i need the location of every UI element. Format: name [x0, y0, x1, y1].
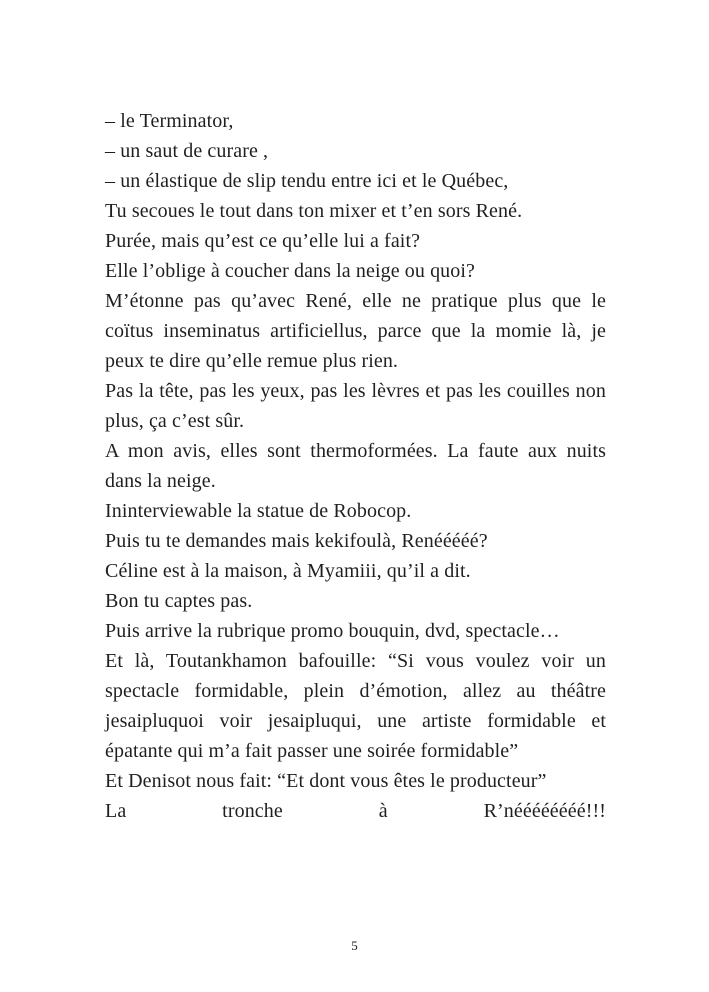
- page-number: 5: [351, 938, 358, 953]
- paragraph: Tu secoues le tout dans ton mixer et t’en sors René.: [105, 200, 523, 222]
- paragraph: M’étonne pas qu’avec René, elle ne pratique plus que le coïtus inseminatus artificiellus, parce que la momie là, je peux te dire qu’elle remue plus rien.: [105, 290, 606, 372]
- paragraph: Ininterviewable la statue de Robocop.: [105, 500, 412, 522]
- paragraph: – un élastique de slip tendu entre ici et le Québec,: [105, 170, 509, 192]
- paragraph: Elle l’oblige à coucher dans la neige ou quoi?: [105, 260, 476, 282]
- page-text-block: [105, 106, 606, 826]
- paragraph: Bon tu captes pas.: [105, 590, 253, 612]
- paragraph: Pas la tête, pas les yeux, pas les lèvres et pas les couilles non plus, ça c’est sûr.: [105, 380, 606, 432]
- paragraph: Céline est à la maison, à Myamiii, qu’il a dit.: [105, 560, 471, 582]
- paragraph: Et là, Toutankhamon bafouille: “Si vous voulez voir un spectacle formidable, plein d’émotion, allez au théâtre jesaipluquoi voir jesaipluqui, une artiste formidable et épatante qui m’a fait passer une soirée formidable”: [105, 650, 606, 762]
- paragraph: La tronche à R’néééééééé!!!: [105, 800, 606, 822]
- paragraph: – un saut de curare ,: [105, 140, 269, 162]
- paragraph: A mon avis, elles sont thermoformées. La faute aux nuits dans la neige.: [105, 440, 606, 492]
- paragraph: Purée, mais qu’est ce qu’elle lui a fait?: [105, 230, 421, 252]
- paragraph: – le Terminator,: [105, 110, 234, 132]
- paragraph: Puis arrive la rubrique promo bouquin, dvd, spectacle…: [105, 620, 560, 642]
- paragraph: Et Denisot nous fait: “Et dont vous êtes le producteur”: [105, 770, 547, 792]
- paragraph: Puis tu te demandes mais kekifoulà, Renééééé?: [105, 530, 488, 552]
